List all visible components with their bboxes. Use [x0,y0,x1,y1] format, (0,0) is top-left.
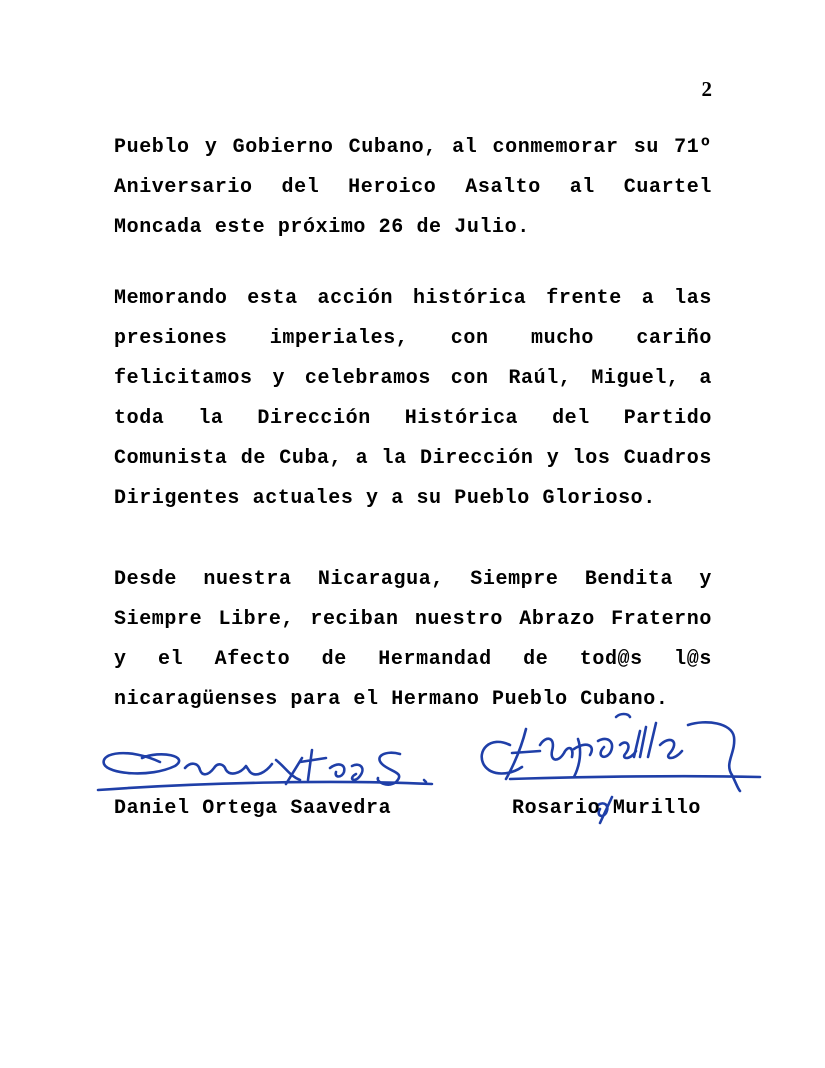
signature-stroke [185,764,272,775]
signature-stroke [688,722,740,791]
signature-stroke [300,750,326,780]
paragraph-fraternal-embrace: Desde nuestra Nicaragua, Siempre Bendita y Siempre Libre, reciban nuestro Abrazo Fraterno y el Afecto de Hermandad de tod@s l@s nicaragüenses para el Hermano Pueblo Cubano. [114,568,712,711]
signature-stroke [352,765,362,780]
signature-stroke [378,753,400,785]
signatory-name-daniel-ortega: Daniel Ortega Saavedra [114,797,392,820]
signature-stroke [104,753,179,773]
signature-stroke [540,739,572,760]
signature-stroke [634,723,656,757]
signature-stroke [424,780,426,782]
signatory-name-rosario-murillo: Rosario Murillo [512,797,702,820]
paragraph-greeting: Pueblo y Gobierno Cubano, al conmemorar su 71º Aniversario del Heroico Asalto al Cuartel Moncada este próximo 26 de Julio. [114,136,712,239]
signature-daniel-ortega [90,728,450,808]
signature-stroke [506,729,540,779]
signature-stroke [660,740,682,758]
signature-stroke [276,758,302,784]
signature-stroke [598,739,636,758]
signature-stroke [510,776,760,779]
signature-stroke [574,739,592,777]
signature-stroke [330,765,344,777]
page-number: 2 [701,77,712,101]
signature-stroke [616,714,630,717]
paragraph-congratulations: Memorando esta acción histórica frente a las presiones imperiales, con mucho cariño felicitamos y celebramos con Raúl, Miguel, a toda la Dirección Histórica del Partido Comunista de Cuba, a la Dirección y los Cuadros Dirigentes actuales y a su Pueblo Glorioso. [114,287,712,510]
